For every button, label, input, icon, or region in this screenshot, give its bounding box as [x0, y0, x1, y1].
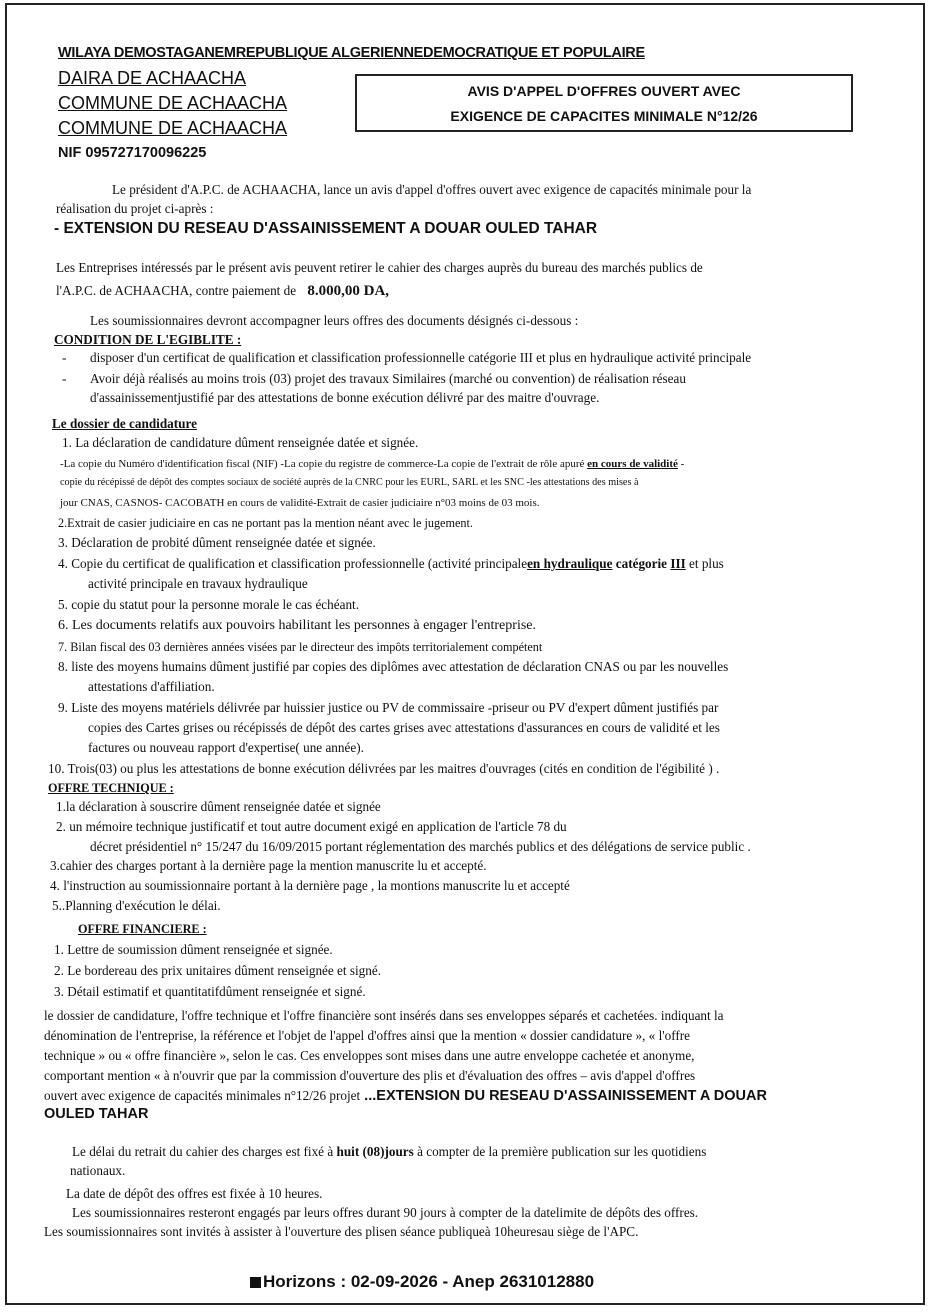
delai-line-1d: nationaux.: [70, 1163, 126, 1178]
square-bullet-icon: [250, 1277, 261, 1288]
daira-line: DAIRA DE ACHAACHA: [58, 68, 247, 88]
copy-line-3: jour CNAS, CASNOS- CACOBATH en cours de validité-Extrait de casier judiciaire n°03 moins de 03 mois.: [60, 497, 540, 509]
notice-title-line-1: AVIS D'APPEL D'OFFRES OUVERT AVEC: [467, 83, 741, 99]
candidature-item-2: 2.Extrait de casier judiciaire en cas ne portant pas la mention néant avec le jugement.: [58, 516, 473, 530]
candidature-item-6: 6. Les documents relatifs aux pouvoirs habilitant les personnes à engager l'entreprise.: [58, 618, 536, 633]
candidature-item-1: 1. La déclaration de candidature dûment renseignée datée et signée.: [62, 435, 419, 450]
offre-financiere-heading: OFFRE FINANCIERE :: [78, 922, 207, 936]
candidature-item-9c: factures ou nouveau rapport d'expertise( une année).: [88, 740, 364, 755]
candidature-item-7: 7. Bilan fiscal des 03 dernières années visées par le directeur des impôts territorialement compétent: [58, 640, 543, 654]
candidature-item-3: 3. Déclaration de probité dûment renseignée datée et signée.: [58, 535, 376, 550]
candidature-item-8b: attestations d'affiliation.: [88, 679, 215, 694]
delai-line-1c: à compter de la première publication sur les quotidiens: [417, 1144, 707, 1159]
project-title: - EXTENSION DU RESEAU D'ASSAINISSEMENT A DOUAR OULED TAHAR: [54, 220, 598, 237]
commune-line-2: COMMUNE DE ACHAACHA: [58, 118, 288, 138]
retrait-line-2: l'A.P.C. de ACHAACHA, contre paiement de: [56, 283, 297, 298]
candidature-item-4-categorie: catégorie: [612, 556, 671, 571]
footer-publication: [250, 1272, 594, 1292]
enveloppes-line-4: comportant mention « à n'ouvrir que par la commission d'ouverture des plis et d'évaluation des offres – avis d'appel d'offres: [44, 1068, 696, 1083]
offre-technique-item-2b: décret présidentiel n° 15/247 du 16/09/2015 portant réglementation des marchés publics et des délégations de service public .: [90, 839, 751, 854]
intro-line-2: réalisation du projet ci-après :: [56, 201, 214, 216]
candidature-item-4d: activité principale en travaux hydraulique: [88, 576, 308, 591]
commune-line-1: COMMUNE DE ACHAACHA: [58, 93, 288, 113]
offre-financiere-item-1: 1. Lettre de soumission dûment renseignée et signée.: [54, 942, 333, 957]
candidature-item-4-hydraulique: en hydraulique: [527, 556, 613, 571]
retrait-line-1: Les Entreprises intéressés par le présent avis peuvent retirer le cahier des charges auprès du bureau des marchés publics de: [56, 260, 703, 275]
offre-technique-item-2a: 2. un mémoire technique justificatif et tout autre document exigé en application de l'article 78 du: [56, 819, 567, 834]
wilaya-line: WILAYA DEMOSTAGANEMREPUBLIQUE ALGERIENNEDEMOCRATIQUE ET POPULAIRE: [58, 45, 645, 61]
enveloppes-line-2: dénomination de l'entreprise, la référence et l'objet de l'appel d'offres ainsi que la mention « dossier candidature », « l'offre: [44, 1028, 690, 1043]
enveloppes-project: ...EXTENSION DU RESEAU D'ASSAINISSEMENT A DOUAR: [360, 1088, 767, 1104]
candidature-item-10: 10. Trois(03) ou plus les attestations de bonne exécution délivrées par les maitres d'ouvrages (cités en condition de l'égibilité ) .: [48, 761, 720, 776]
copy-line-1: -La copie du Numéro d'identification fiscal (NIF) -La copie du registre de commerce-La copie de l'extrait de rôle apuré: [60, 458, 585, 470]
candidature-item-4a: 4. Copie du certificat de qualification et classification professionnelle (activité principale: [58, 556, 528, 571]
copy-line-2: copie du récépissé de dépôt des comptes sociaux de société auprès de la CNRC pour les EURL, SARL et les SNC -les attestations des mises à: [60, 477, 639, 488]
condition-item-2a: Avoir déjà réalisés au moins trois (03) projet des travaux Similaires (marché ou convention) de réalisation réseau: [90, 371, 686, 386]
enveloppes-line-6: OULED TAHAR: [44, 1106, 149, 1122]
enveloppes-line-5: ouvert avec exigence de capacités minimales n°12/26 projet: [44, 1088, 361, 1103]
candidature-item-9a: 9. Liste des moyens matériels délivrée par huissier justice ou PV de commissaire -priseur ou PV d'expert dûment justifiés par: [58, 700, 719, 715]
offre-financiere-item-2: 2. Le bordereau des prix unitaires dûment renseignée et signé.: [54, 963, 382, 978]
notice-title-line-2: EXIGENCE DE CAPACITES MINIMALE N°12/26: [450, 108, 758, 124]
offre-technique-item-1: 1.la déclaration à souscrire dûment renseignée datée et signée: [56, 799, 381, 814]
price-value: 8.000,00 DA,: [307, 283, 390, 299]
copy-line-1-end: -: [677, 458, 685, 470]
offre-technique-heading: OFFRE TECHNIQUE :: [48, 781, 174, 795]
condition-item-2b: d'assainissementjustifié par des attestations de bonne exécution délivré par des maitre d'ouvrage.: [90, 390, 600, 405]
docs-intro: Les soumissionnaires devront accompagner leurs offres des documents désignés ci-dessous :: [90, 313, 579, 328]
candidature-item-5: 5. copie du statut pour la personne morale le cas échéant.: [58, 597, 360, 612]
offre-technique-item-4: 4. l'instruction au soumissionnaire portant à la dernière page , la montions manuscrite lu et accepté: [50, 878, 570, 893]
condition-item-1: disposer d'un certificat de qualification et classification professionnelle catégorie III et plus en hydraulique activité principale: [90, 350, 752, 365]
ouverture-plis: Les soumissionnaires sont invités à assister à l'ouverture des plisen séance publiqueà 10heuresau siège de l'APC.: [44, 1224, 639, 1239]
candidature-item-8a: 8. liste des moyens humains dûment justifié par copies des diplômes avec attestation de déclaration CNAS ou par les nouvelles: [58, 659, 729, 674]
candidature-item-4-iii: III: [670, 556, 686, 571]
offre-technique-item-3: 3.cahier des charges portant à la dernière page la mention manuscrite lu et accepté.: [50, 858, 487, 873]
offre-technique-item-5: 5..Planning d'exécution le délai.: [52, 898, 221, 913]
date-depot: La date de dépôt des offres est fixée à 10 heures.: [66, 1186, 323, 1201]
delai-line-1a: Le délai du retrait du cahier des charges est fixé à: [72, 1144, 334, 1159]
candidature-item-9b: copies des Cartes grises ou récépissés de dépôt des cartes grises avec attestations d'assurances en cours de validité et les: [88, 720, 720, 735]
candidature-heading: Le dossier de candidature: [52, 416, 197, 431]
candidature-item-4c: et plus: [685, 556, 724, 571]
copy-line-1-validity: en cours de validité: [587, 458, 678, 470]
intro-line-1: Le président d'A.P.C. de ACHAACHA, lance un avis d'appel d'offres ouvert avec exigence de capacités minimale pour la: [112, 182, 752, 197]
delai-days: huit (08)jours: [333, 1144, 414, 1159]
condition-heading: CONDITION DE L'EGIBLITE :: [54, 332, 242, 347]
enveloppes-line-1: le dossier de candidature, l'offre technique et l'offre financière sont insérés dans ses enveloppes séparés et cachetées. indiquant la: [44, 1008, 724, 1023]
footer-text: Horizons : 02-09-2026 - Anep 2631012880: [263, 1272, 595, 1291]
offre-financiere-item-3: 3. Détail estimatif et quantitatifdûment renseignée et signé.: [54, 984, 366, 999]
engagement-duration: Les soumissionnaires resteront engagés par leurs offres durant 90 jours à compter de la datelimite de dépôts des offres.: [72, 1205, 699, 1220]
enveloppes-line-3: technique » ou « offre financière », selon le cas. Ces enveloppes sont mises dans une autre enveloppe cachetée et anonyme,: [44, 1048, 695, 1063]
notice-title-box: [355, 74, 853, 132]
nif-number: NIF 095727170096225: [58, 145, 207, 161]
